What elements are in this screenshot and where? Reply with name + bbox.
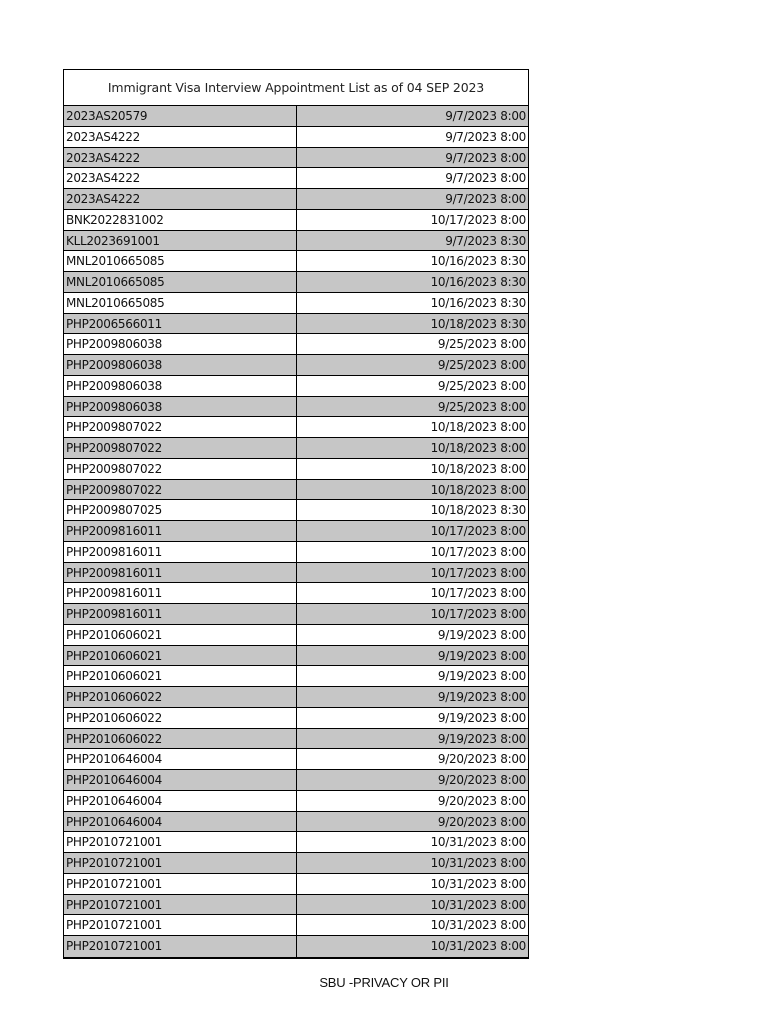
appointment-date-cell: 9/19/2023 8:00 [437,648,526,663]
case-number-cell: PHP2009807022 [64,480,297,500]
appointment-date-cell: 10/16/2023 8:30 [430,295,526,310]
case-number-cell: PHP2009816011 [64,542,297,562]
table-row [64,874,528,895]
appointment-date-cell: 9/7/2023 8:00 [445,150,526,165]
appointment-date-cell: 10/18/2023 8:30 [430,316,526,331]
table-row [64,853,528,874]
appointment-date-cell: 10/31/2023 8:00 [430,897,526,912]
appointment-date-cell: 9/25/2023 8:00 [437,378,526,393]
case-number-cell: PHP2009816011 [64,604,297,624]
appointment-date-cell: 10/16/2023 8:30 [430,275,526,289]
appointment-date-cell: 9/7/2023 8:00 [445,109,526,123]
case-number-cell: PHP2010721001 [64,936,297,957]
case-number-cell: PHP2009806038 [64,376,297,396]
appointment-date-cell: 9/25/2023 8:00 [437,337,526,352]
table-row [64,314,528,335]
appointment-date-cell: 10/18/2023 8:00 [430,441,526,455]
table-row [64,521,528,542]
appointment-date-cell: 9/19/2023 8:00 [437,669,526,684]
table-row [64,770,528,791]
table-row [64,936,528,957]
appointment-date-cell: 9/25/2023 8:00 [437,358,526,372]
case-number-cell: PHP2009807022 [64,417,297,437]
table-row [64,231,528,252]
case-number-cell: MNL2010665085 [64,251,297,271]
table-title: Immigrant Visa Interview Appointment List as of 04 SEP 2023 [64,70,528,106]
case-number-cell: PHP2009816011 [64,563,297,583]
table-row [64,168,528,189]
case-number-cell: MNL2010665085 [64,272,297,292]
case-number-cell: PHP2010721001 [64,915,297,935]
table-row [64,604,528,625]
case-number-cell: KLL2023691001 [64,231,297,251]
appointment-date-cell: 9/19/2023 8:00 [437,690,526,704]
appointment-date-cell: 9/20/2023 8:00 [437,773,526,787]
table-row [64,895,528,916]
appointment-date-cell: 10/18/2023 8:00 [430,482,526,497]
table-row [64,749,528,770]
table-row [64,832,528,853]
table-row [64,438,528,459]
table-row [64,148,528,169]
table-row [64,625,528,646]
table-row [64,583,528,604]
appointment-date-cell: 10/18/2023 8:30 [430,503,526,518]
appointment-date-cell: 10/17/2023 8:00 [430,544,526,559]
case-number-cell: PHP2009807025 [64,500,297,520]
case-number-cell: 2023AS4222 [64,189,297,209]
case-number-cell: PHP2010606021 [64,646,297,666]
table-row [64,729,528,750]
case-number-cell: PHP2009807022 [64,459,297,479]
appointment-date-cell: 9/19/2023 8:00 [437,710,526,725]
case-number-cell: PHP2010606021 [64,666,297,686]
table-row [64,417,528,438]
case-number-cell: 2023AS4222 [64,127,297,147]
case-number-cell: PHP2010646004 [64,770,297,790]
case-number-cell: PHP2010721001 [64,874,297,894]
table-row [64,812,528,833]
appointment-date-cell: 9/20/2023 8:00 [437,793,526,808]
appointment-date-cell: 10/31/2023 8:00 [430,856,526,870]
appointment-date-cell: 10/18/2023 8:00 [430,461,526,476]
case-number-cell: PHP2010646004 [64,812,297,832]
table-row [64,293,528,314]
appointment-date-cell: 9/20/2023 8:00 [437,752,526,767]
case-number-cell: BNK2022831002 [64,210,297,230]
case-number-cell: PHP2009816011 [64,583,297,603]
appointment-date-cell: 10/31/2023 8:00 [430,918,526,933]
appointment-date-cell: 10/31/2023 8:00 [430,876,526,891]
table-row [64,106,528,127]
case-number-cell: PHP2009806038 [64,355,297,375]
table-row [64,251,528,272]
table-row [64,334,528,355]
table-row [64,480,528,501]
appointment-date-cell: 9/20/2023 8:00 [437,814,526,829]
table-row [64,500,528,521]
appointment-date-cell: 9/7/2023 8:00 [445,192,526,206]
table-row [64,397,528,418]
table-row [64,272,528,293]
appointment-date-cell: 9/7/2023 8:00 [445,171,526,186]
table-row [64,210,528,231]
table-row [64,915,528,936]
table-row [64,459,528,480]
case-number-cell: PHP2010721001 [64,853,297,873]
appointment-date-cell: 9/19/2023 8:00 [437,627,526,642]
case-number-cell: 2023AS4222 [64,168,297,188]
table-body [64,106,528,957]
case-number-cell: PHP2010606022 [64,708,297,728]
appointment-date-cell: 10/17/2023 8:00 [430,607,526,621]
case-number-cell: PHP2010646004 [64,749,297,769]
appointment-date-cell: 10/18/2023 8:00 [430,420,526,435]
case-number-cell: PHP2009806038 [64,397,297,417]
table-row [64,666,528,687]
case-number-cell: PHP2010606022 [64,729,297,749]
table-row [64,687,528,708]
table-row [64,791,528,812]
appointment-date-cell: 9/19/2023 8:00 [437,731,526,746]
table-row [64,542,528,563]
case-number-cell: PHP2010606022 [64,687,297,707]
case-number-cell: MNL2010665085 [64,293,297,313]
case-number-cell: PHP2009806038 [64,334,297,354]
appointment-date-cell: 10/31/2023 8:00 [430,939,526,953]
case-number-cell: PHP2010606021 [64,625,297,645]
case-number-cell: 2023AS4222 [64,148,297,168]
table-row [64,708,528,729]
classification-footer: SBU -PRIVACY OR PII [319,975,449,990]
appointment-date-cell: 9/7/2023 8:30 [445,233,526,248]
table-row [64,376,528,397]
table-row [64,646,528,667]
appointment-date-cell: 10/17/2023 8:00 [430,212,526,227]
appointment-date-cell: 10/17/2023 8:00 [430,565,526,580]
table-row [64,127,528,148]
case-number-cell: 2023AS20579 [64,106,297,126]
table-row [64,189,528,210]
case-number-cell: PHP2010721001 [64,832,297,852]
case-number-cell: PHP2009816011 [64,521,297,541]
appointment-table [63,69,529,959]
appointment-date-cell: 10/16/2023 8:30 [430,254,526,269]
table-row [64,563,528,584]
appointment-date-cell: 9/25/2023 8:00 [437,399,526,414]
appointment-date-cell: 10/17/2023 8:00 [430,524,526,538]
case-number-cell: PHP2006566011 [64,314,297,334]
appointment-date-cell: 10/31/2023 8:00 [430,835,526,850]
table-row [64,355,528,376]
case-number-cell: PHP2009807022 [64,438,297,458]
case-number-cell: PHP2010646004 [64,791,297,811]
appointment-date-cell: 10/17/2023 8:00 [430,586,526,601]
case-number-cell: PHP2010721001 [64,895,297,915]
appointment-date-cell: 9/7/2023 8:00 [445,129,526,144]
